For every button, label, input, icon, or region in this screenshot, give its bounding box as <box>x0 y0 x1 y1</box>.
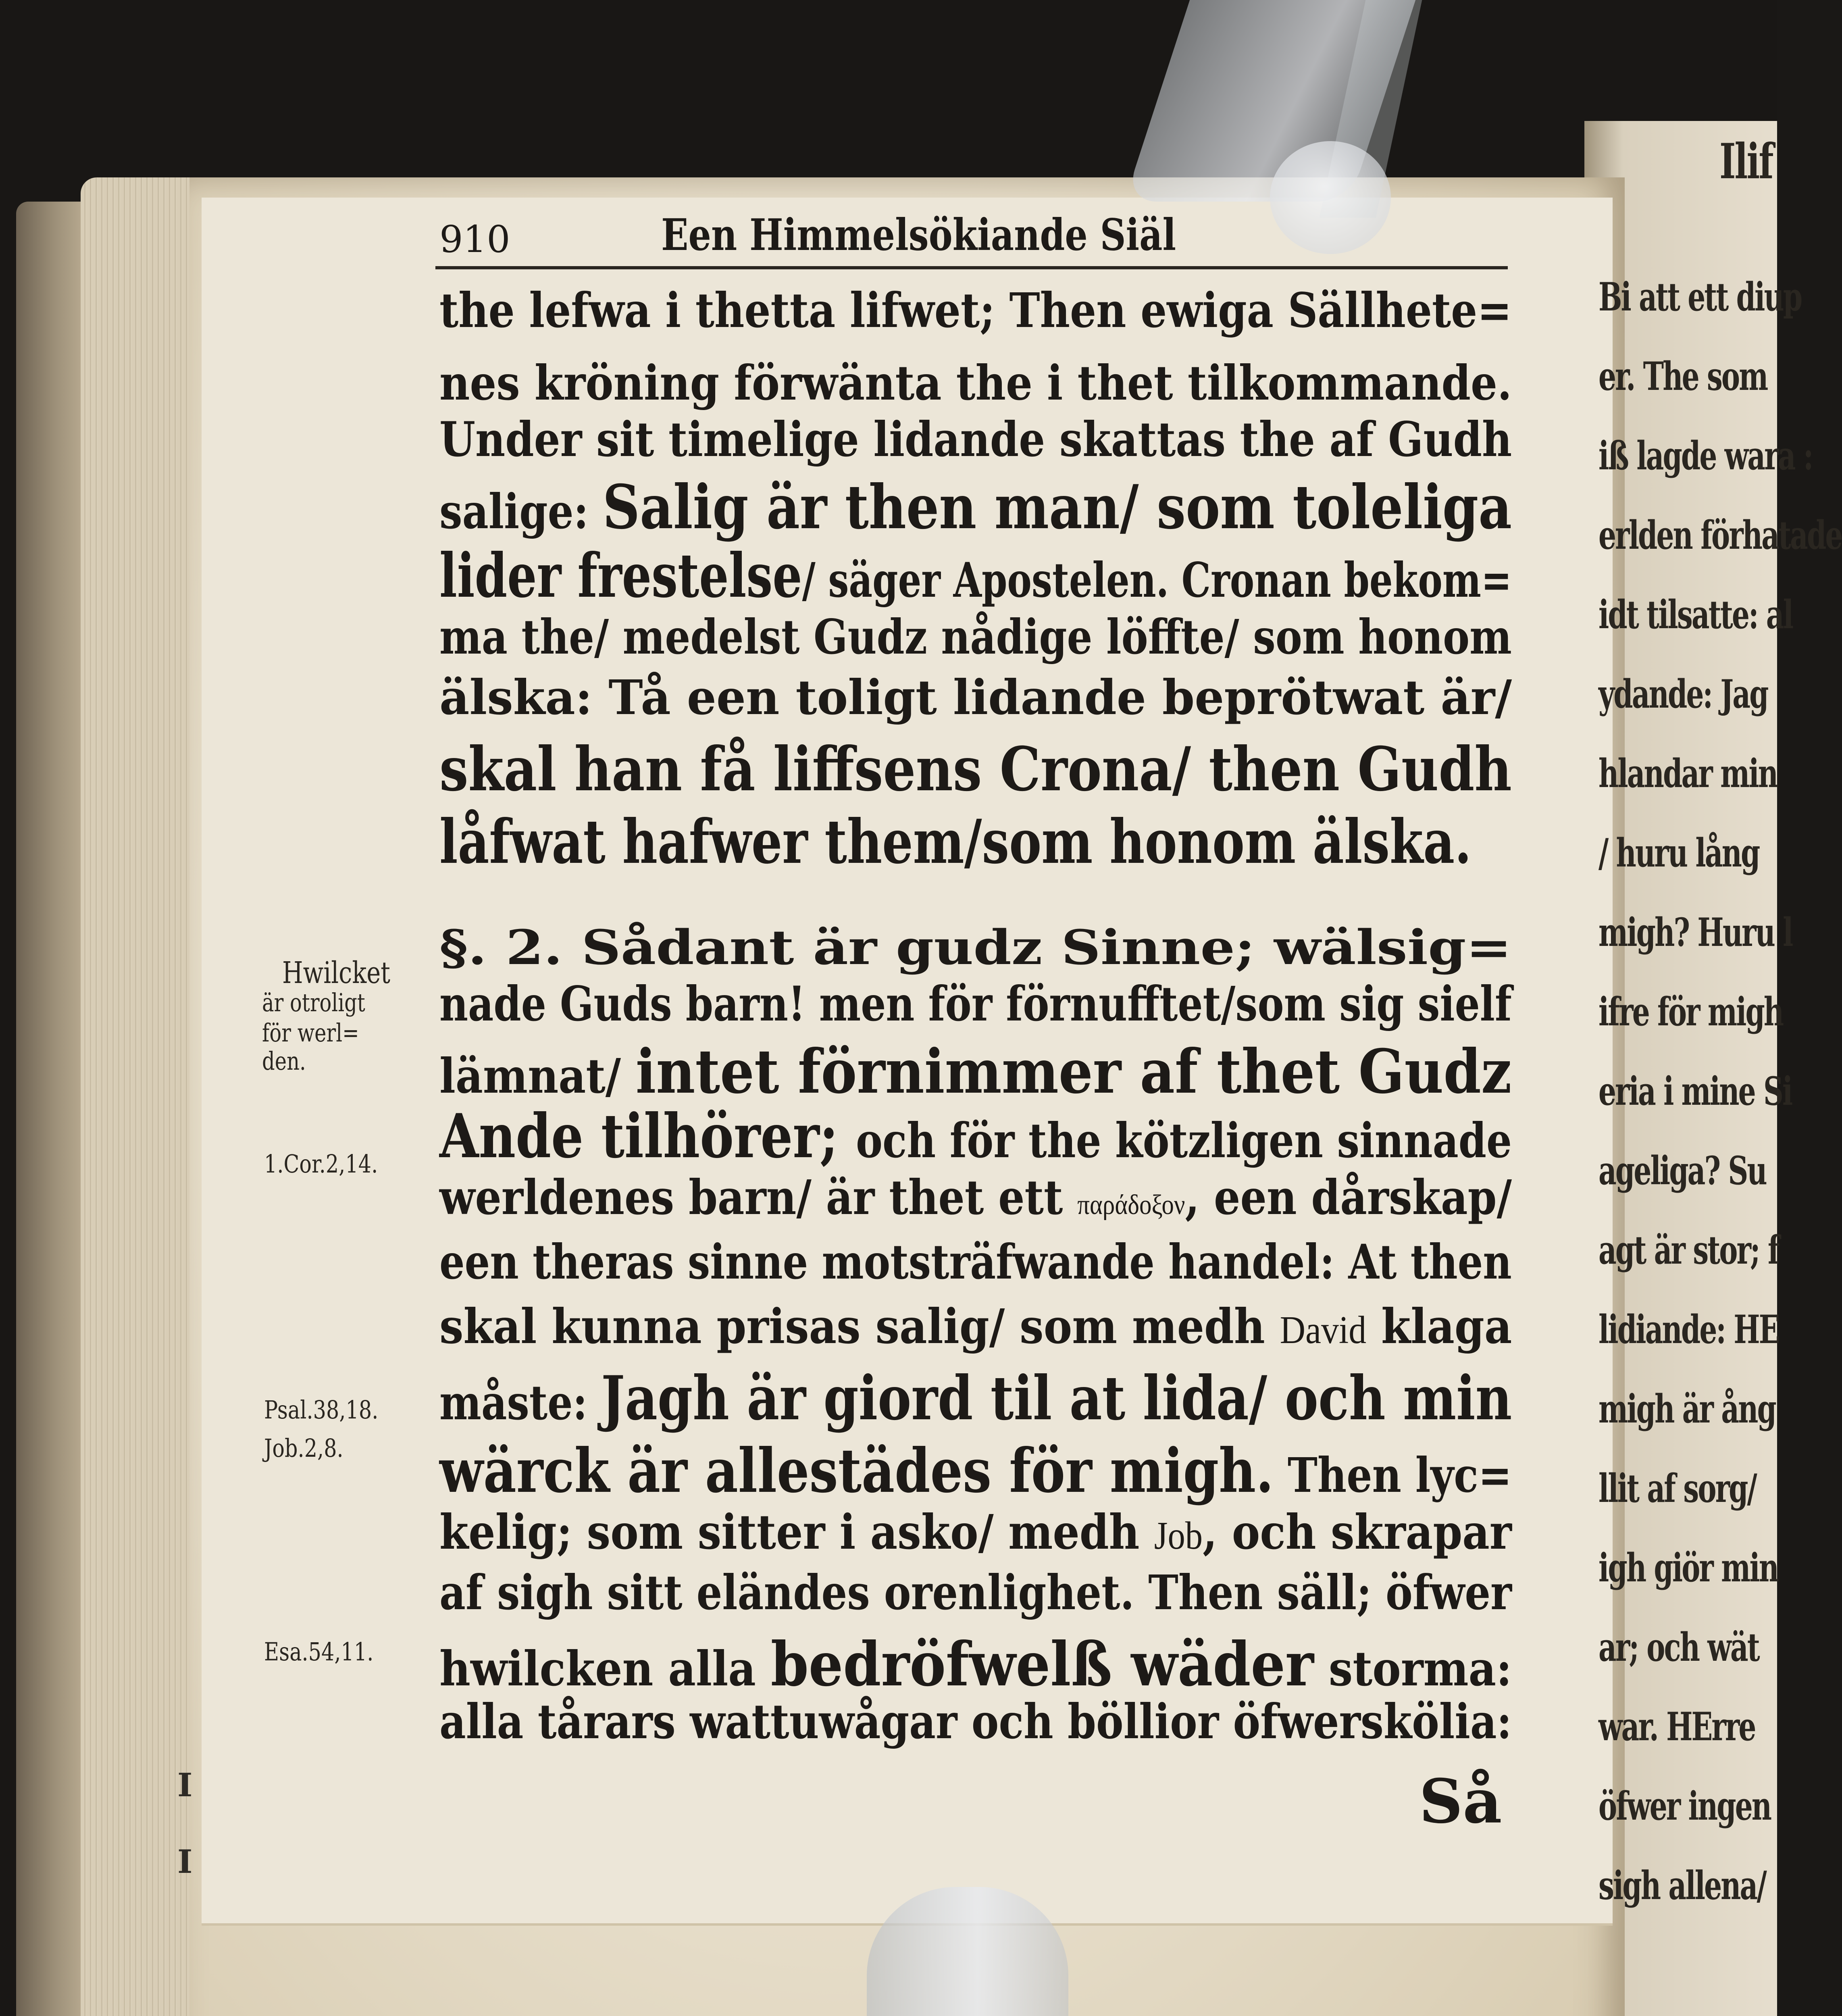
text-run: nes kröning förwänta the i thet tilkommande. <box>439 355 1512 411</box>
text-line <box>439 1693 1512 1749</box>
facing-page-line: lidiande: HE <box>1598 1307 1779 1352</box>
facing-page-line: Bi att ett diup <box>1598 274 1802 320</box>
facing-page-line: ageliga? Su <box>1598 1148 1766 1193</box>
margin-note: Esa.54,11. <box>264 1637 374 1666</box>
margin-note: för werl= <box>262 1018 359 1048</box>
text-run: ma the/ medelst Gudz nådige löffte/ som honom <box>439 609 1512 665</box>
emphasized-text: bedröfwelß wäder <box>770 1629 1314 1700</box>
facing-page-line: ar; och wät <box>1598 1624 1759 1670</box>
text-run: Job <box>1154 1514 1203 1558</box>
margin-note: är otroligt <box>262 988 365 1017</box>
facing-page-line: iß lagde wara : <box>1598 433 1813 479</box>
text-run: een theras sinne motsträfwande handel: At then <box>439 1234 1512 1290</box>
facing-page-line: migh? Huru l <box>1598 910 1792 955</box>
facing-page-line: igh giör min <box>1598 1545 1778 1591</box>
emphasized-text: intet förnimmer af thet Gudz <box>635 1036 1512 1107</box>
text-run: §. 2. Sådant är gudz Sinne; wälsig= <box>439 919 1512 975</box>
text-line <box>439 734 1512 805</box>
facing-page-line: ifre för migh <box>1598 989 1783 1035</box>
facing-page-line: hlandar min <box>1598 751 1777 796</box>
text-line <box>439 609 1512 665</box>
facing-page-line: llit af sorg/ <box>1598 1466 1756 1511</box>
text-line <box>439 1234 1512 1290</box>
margin-note: den. <box>262 1046 306 1076</box>
text-line <box>439 669 1512 725</box>
facing-page-line: migh är ång <box>1598 1386 1775 1432</box>
text-line <box>439 282 1512 338</box>
emphasized-text: Jagh är giord til at lida/ och min <box>601 1363 1512 1434</box>
left-page-fragment: I <box>177 1766 193 1804</box>
text-line <box>439 976 1512 1032</box>
text-line <box>439 919 1512 975</box>
facing-page-line: sigh allena/ <box>1598 1863 1766 1908</box>
text-line <box>439 1169 1512 1225</box>
emphasized-text: skal han få liffsens Crona/ then Gudh <box>439 734 1512 805</box>
text-run: salige: <box>439 483 603 539</box>
left-page-fragment: I <box>177 1843 193 1881</box>
text-line <box>439 540 1512 611</box>
text-line <box>439 472 1512 543</box>
facing-page-line: öfwer ingen <box>1598 1783 1771 1829</box>
facing-page-line: er. The som <box>1598 354 1767 399</box>
emphasized-text: Ande tilhörer; <box>439 1101 856 1172</box>
text-line <box>439 1435 1512 1506</box>
text-run: , och skrapar <box>1203 1504 1512 1560</box>
text-run: David <box>1280 1308 1367 1352</box>
text-run: skal kunna prisas salig/ som medh <box>439 1298 1280 1354</box>
text-run: lämnat/ <box>439 1048 636 1104</box>
text-line <box>439 1101 1512 1172</box>
text-run: älska: <box>439 669 609 725</box>
text-line <box>439 1036 1512 1107</box>
margin-note: Psal.38,18. <box>264 1395 379 1425</box>
page-number: 910 <box>439 218 510 261</box>
text-line <box>439 1564 1512 1620</box>
text-run: the lefwa i thetta lifwet; Then ewiga Sällhete= <box>439 282 1512 338</box>
text-run: måste: <box>439 1375 602 1431</box>
text-run: alla tårars wattuwågar och böllior öfwerskölia: <box>439 1693 1512 1749</box>
text-run: och för the kötzligen sinnade <box>855 1112 1512 1168</box>
facing-page-line: idt tilsatte: al <box>1598 592 1793 637</box>
emphasized-text: låfwat hafwer them/som honom älska. <box>439 806 1472 877</box>
text-run: Then lyc= <box>1274 1447 1512 1503</box>
text-line <box>439 1298 1512 1354</box>
text-run: hwilcken alla <box>439 1641 771 1697</box>
text-run: klaga <box>1366 1298 1512 1354</box>
emphasized-text: wärck är allestädes för migh. <box>439 1435 1274 1506</box>
facing-page-line: eria i mine Si <box>1598 1068 1792 1114</box>
text-run: kelig; som sitter i asko/ medh <box>439 1504 1154 1560</box>
text-run: , een dårskap/ <box>1185 1169 1512 1225</box>
greek-word: παράδοξον <box>1077 1189 1185 1220</box>
catchword: Så <box>1419 1766 1502 1837</box>
facing-page-line: / huru lång <box>1598 830 1759 876</box>
facing-page-line: Ilif <box>1719 133 1773 190</box>
text-line <box>439 1363 1512 1434</box>
facing-page-line: ydande: Jag <box>1598 671 1768 717</box>
emphasized-text: lider frestelse <box>439 540 802 611</box>
text-run: nade Guds barn! men för förnufftet/som sig sielf <box>439 976 1512 1032</box>
page-clip-top-tip <box>1270 141 1391 254</box>
emphasized-text: Salig är then man/ som toleliga <box>602 472 1512 543</box>
facing-page-line: erlden förhatade <box>1598 512 1842 558</box>
text-run: af sigh sitt eländes orenlighet. Then säll; öfwer <box>439 1564 1512 1620</box>
text-line <box>439 355 1512 411</box>
margin-note: Job.2,8. <box>264 1433 343 1463</box>
margin-note: Hwilcket <box>282 956 391 990</box>
text-line <box>439 411 1512 467</box>
text-run: Tå een toligt lidande beprötwat är/ <box>608 669 1512 725</box>
text-run: Under sit timelige lidande skattas the af Gudh <box>439 411 1512 467</box>
facing-page-line: war. HErre <box>1598 1704 1755 1749</box>
header-rule <box>435 266 1508 269</box>
margin-note: 1.Cor.2,14. <box>264 1149 378 1179</box>
facing-page-line: agt är stor; f <box>1598 1227 1779 1273</box>
text-run: / säger Apostelen. Cronan bekom= <box>802 552 1512 608</box>
text-run: werldenes barn/ är thet ett <box>439 1169 1078 1225</box>
running-head: Een Himmelsökiande Siäl <box>661 210 1176 260</box>
text-line <box>439 1629 1512 1700</box>
text-run: storma: <box>1313 1641 1512 1697</box>
text-line <box>439 1504 1512 1560</box>
text-line <box>439 806 1472 877</box>
